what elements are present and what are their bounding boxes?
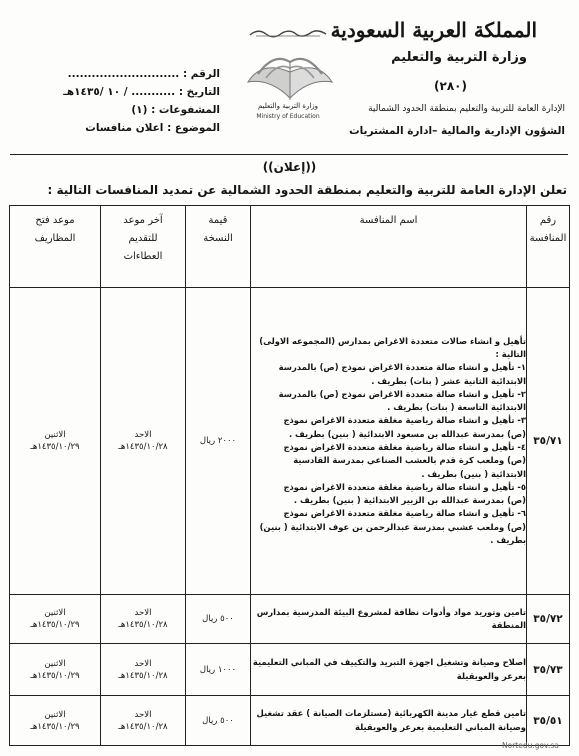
last-submission-date-value: ١٤٣٥/١٠/٢٨هـ bbox=[118, 670, 168, 681]
envelope-opening-date-value: ١٤٣٥/١٠/٢٩هـ bbox=[30, 670, 80, 681]
subject-row bbox=[60, 122, 220, 140]
subject-label: الموضوع : bbox=[167, 122, 220, 134]
envelope-opening-date bbox=[10, 595, 101, 644]
tender-name-line: (ص) بمدرسة عبدالله بن مسعود الابتدائية ( بنين) بطريف . bbox=[288, 428, 526, 439]
tender-number: ٣٥/٧١ bbox=[527, 288, 570, 595]
directorate-name: الإدارة العامة للتربية والتعليم بمنطقة الحدود الشمالية bbox=[368, 104, 565, 114]
logo-calligraphy-icon bbox=[248, 26, 328, 38]
tender-name bbox=[251, 595, 527, 644]
tender-name-line: الابتدائية الثانية عشر ( بنات) بطريف . bbox=[371, 375, 526, 386]
envelope-opening-date bbox=[10, 696, 101, 746]
header-last-date-line: آخر موعد bbox=[123, 215, 163, 226]
tender-name-line: (ص) وملعب كرة قدم بالعشب الصناعي بمدرسة القادسية bbox=[293, 455, 526, 466]
header-price bbox=[186, 206, 251, 288]
header-divider bbox=[10, 154, 568, 155]
envelope-opening-date-day: الاثنين bbox=[44, 658, 66, 669]
last-submission-date-day: الاحد bbox=[134, 430, 152, 440]
envelope-opening-date-value: ١٤٣٥/١٠/٢٩هـ bbox=[30, 442, 80, 452]
subject-value: اعلان منافسات bbox=[85, 122, 164, 134]
copy-price: ٥٠٠ ريال bbox=[186, 696, 251, 746]
header-last-date bbox=[101, 206, 186, 288]
reference-value: ............................ bbox=[67, 68, 180, 80]
announcement-title: ((إعلان)) bbox=[262, 160, 317, 174]
header-number-line: المنافسة bbox=[529, 233, 567, 244]
ministry-logo bbox=[236, 26, 346, 126]
site-watermark: Nortedu.gov.sa bbox=[502, 741, 559, 750]
ministry-name: وزارة التربية والتعليم bbox=[391, 50, 527, 65]
kingdom-name: المملكة العربية السعودية bbox=[330, 18, 537, 42]
header-last-date-line: للتقديم bbox=[128, 233, 158, 244]
table-header-row bbox=[10, 206, 570, 288]
tenders-table bbox=[9, 205, 570, 746]
header-opening-line: موعد فتح bbox=[35, 215, 75, 226]
announcement-number: (٢٨٠) bbox=[434, 79, 467, 93]
envelope-opening-date-day: الاثنين bbox=[44, 709, 66, 720]
tender-name-line: تامين وتوريد مواد وأدوات نظافة لمشروع البيئة المدرسية بمدارس المنطقة bbox=[256, 606, 526, 630]
tender-name-line: تأهيل و انشاء صالات متعددة الاغراض بمدارس (المجموعه الاولى) bbox=[259, 335, 526, 346]
date-dots: ........... bbox=[131, 86, 176, 98]
last-submission-date-value: ١٤٣٥/١٠/٢٨هـ bbox=[118, 721, 168, 732]
tender-number: ٣٥/٧٣ bbox=[527, 644, 570, 696]
last-submission-date-day: الاحد bbox=[134, 658, 152, 669]
last-submission-date bbox=[101, 595, 186, 644]
tender-name-line: تامين قطع غيار مدينة الكهربائية (مستلزمات الصيانة ) عقد تشغيل bbox=[256, 708, 526, 719]
logo-english-text: Ministry of Education bbox=[256, 113, 320, 120]
tender-name-line: اصلاح وصيانة وتشغيل اجهزة التبريد والتكييف في المباني التعليمية bbox=[252, 657, 526, 668]
date-row bbox=[60, 86, 220, 104]
last-submission-date-value: ١٤٣٥/١٠/٢٨هـ bbox=[118, 620, 168, 630]
header-price-line: قيمة bbox=[208, 215, 228, 226]
letter-meta bbox=[60, 68, 220, 140]
last-submission-date-day: الاحد bbox=[134, 709, 152, 720]
header-opening-line: المظاريف bbox=[34, 233, 76, 244]
last-submission-date-day: الاحد bbox=[134, 608, 152, 618]
envelope-opening-date bbox=[10, 644, 101, 696]
attachments-row bbox=[60, 104, 220, 122]
table-row bbox=[10, 696, 570, 746]
tender-name bbox=[251, 696, 527, 746]
letterhead-right bbox=[330, 18, 565, 137]
header-name bbox=[251, 206, 527, 288]
tender-name-line: وصيانة المباني التعليمية بعرعر والعويقيلة bbox=[355, 721, 526, 732]
open-book-icon bbox=[244, 48, 336, 106]
tender-name-line: ٤- تأهيل و انشاء صالة رياضية مغلقة متعددة الاغراض نموذج bbox=[283, 442, 526, 452]
header-name-line: اسم المنافسة bbox=[359, 215, 418, 226]
tender-name-line: (ص) بمدرسة عبدالله بن الزبير الابتدائية ( بنين) بطريف . bbox=[293, 495, 526, 506]
department-name: الشؤون الإدارية والمالية –ادارة المشتريات bbox=[349, 125, 565, 137]
copy-price: ٢٠٠٠ ريال bbox=[186, 288, 251, 595]
announcement-intro: تعلن الإدارة العامة للتربية والتعليم بمنطقة الحدود الشمالية عن تمديد المنافسات التالية : bbox=[47, 183, 567, 197]
date-label: التاريخ : bbox=[178, 86, 220, 98]
header-price-line: النسخة bbox=[203, 233, 233, 244]
tender-name-line: ٣- تأهيل و انشاء صالة رياضية مغلقة متعددة الاغراض نموذج bbox=[283, 415, 526, 426]
envelope-opening-date-day: الاثنين bbox=[44, 608, 66, 618]
tender-name-line: بطريف . bbox=[490, 535, 526, 546]
tender-name-line: بعرعر والعويقيلة bbox=[456, 670, 526, 681]
tender-name-line: الابتدائية ( بنين) بطريف . bbox=[421, 468, 526, 479]
header-opening bbox=[10, 206, 101, 288]
tender-name-line: ١- تأهيل و انشاء صالة متعددة الاغراض نموذج (ص) بالمدرسة bbox=[278, 362, 526, 373]
reference-number-row bbox=[60, 68, 220, 86]
envelope-opening-date-value: ١٤٣٥/١٠/٢٩هـ bbox=[30, 721, 80, 732]
tender-name bbox=[251, 644, 527, 696]
tender-name-line: ٥- تأهيل و انشاء صالة رياضية مغلقة متعددة الاغراض نموذج bbox=[283, 481, 526, 492]
attachments-value: (١) bbox=[131, 104, 148, 116]
envelope-opening-date-value: ١٤٣٥/١٠/٢٩هـ bbox=[30, 620, 80, 630]
copy-price: ١٠٠٠ ريال bbox=[186, 644, 251, 696]
header-last-date-line: العطاءات bbox=[123, 251, 163, 262]
last-submission-date bbox=[101, 288, 186, 595]
date-value: / ١٠ /١٤٣٥هـ bbox=[63, 86, 128, 98]
tender-name-line: (ص) وملعب عشبي بمدرسة عبدالرحمن بن عوف الابتدائية ( بنين) bbox=[259, 521, 526, 532]
tender-name bbox=[251, 288, 527, 595]
tender-name-line: ٢- تأهيل و انشاء صالة متعددة الاغراض نموذج (ص) بالمدرسة bbox=[278, 388, 526, 399]
envelope-opening-date bbox=[10, 288, 101, 595]
last-submission-date-value: ١٤٣٥/١٠/٢٨هـ bbox=[118, 442, 168, 452]
last-submission-date bbox=[101, 696, 186, 746]
copy-price: ٥٠٠ ريال bbox=[186, 595, 251, 644]
attachments-label: المشفوعات : bbox=[151, 104, 220, 116]
tender-number: ٣٥/٥١ bbox=[527, 696, 570, 746]
tender-name-line: ٦- تأهيل و انشاء صالة رياضية مغلقة متعددة الاغراض نموذج bbox=[283, 508, 526, 519]
logo-arabic-text: وزارة التربية والتعليم bbox=[257, 102, 319, 110]
reference-label: الرقم : bbox=[182, 68, 220, 80]
header-number bbox=[527, 206, 570, 288]
table-row bbox=[10, 595, 570, 644]
envelope-opening-date-day: الاثنين bbox=[44, 430, 66, 440]
tender-name-line: التالية : bbox=[495, 348, 526, 359]
tender-number: ٣٥/٧٢ bbox=[527, 595, 570, 644]
last-submission-date bbox=[101, 644, 186, 696]
header-number-line: رقم bbox=[539, 215, 557, 226]
table-row bbox=[10, 644, 570, 696]
table-row bbox=[10, 288, 570, 595]
tender-name-line: الابتدائية التاسعة ( بنات) بطريف . bbox=[387, 402, 526, 413]
